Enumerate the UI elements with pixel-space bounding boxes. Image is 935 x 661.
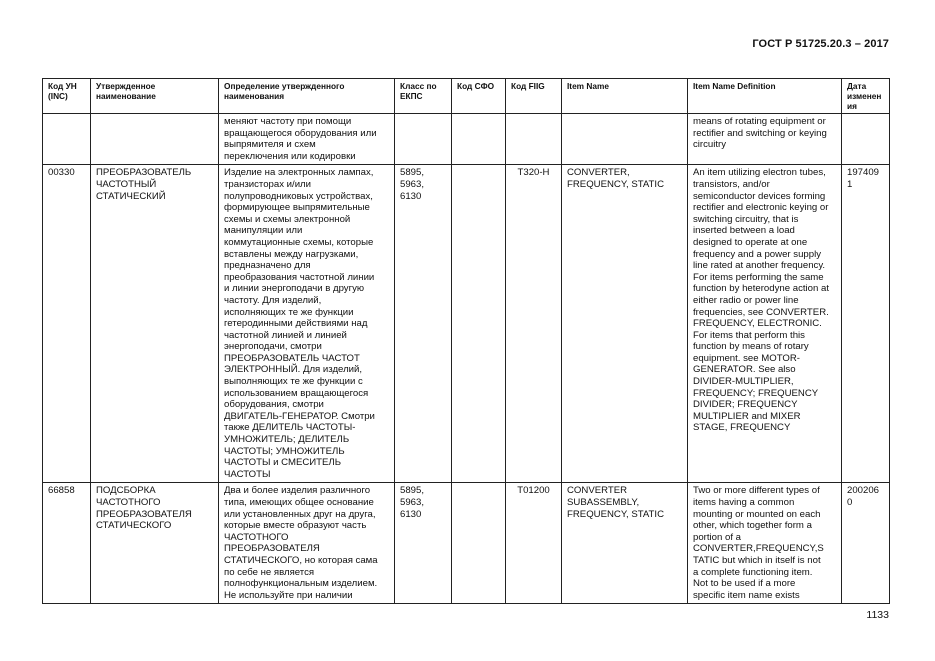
cell-inc: 00330	[43, 165, 91, 483]
col-header-ekps-class: Класс по ЕКПС	[395, 79, 452, 114]
cell-item-name: CONVERTER, FREQUENCY, STATIC	[562, 165, 688, 483]
cell-inc	[43, 114, 91, 165]
table-row	[43, 165, 890, 483]
col-header-definition-ru: Определение утвержденного наименования	[219, 79, 395, 114]
cell-fiig-code: T01200	[506, 483, 562, 604]
cell-item-name-definition: means of rotating equipment or rectifier and switching or keying circuitry	[688, 114, 842, 165]
cell-fiig-code	[506, 114, 562, 165]
col-header-approved-name: Утвержденное наименование	[91, 79, 219, 114]
cell-definition-ru: Два и более изделия различного типа, имеющих общее основание или установленных друг на друга, которые вместе образуют часть ЧАСТОТНОГО ПРЕОБРАЗОВАТЕЛЯ СТАТИЧЕСКОГО, но которая сама по себе не является полнофункциональным изделием. Не используйте при наличии	[219, 483, 395, 604]
cell-fiig-code: T320-H	[506, 165, 562, 483]
cell-change-date: 2002060	[842, 483, 890, 604]
table-header-row	[43, 79, 890, 114]
cell-inc: 66858	[43, 483, 91, 604]
cell-ekps-class: 5895, 5963, 6130	[395, 483, 452, 604]
cell-change-date	[842, 114, 890, 165]
cell-item-name: CONVERTER SUBASSEMBLY, FREQUENCY, STATIC	[562, 483, 688, 604]
cell-sfo-code	[452, 165, 506, 483]
item-name-table	[42, 78, 890, 604]
col-header-change-date: Дата изменения	[842, 79, 890, 114]
cell-sfo-code	[452, 483, 506, 604]
col-header-sfo-code: Код СФО	[452, 79, 506, 114]
cell-item-name	[562, 114, 688, 165]
table-row	[43, 483, 890, 604]
cell-sfo-code	[452, 114, 506, 165]
col-header-item-name-definition: Item Name Definition	[688, 79, 842, 114]
document-code: ГОСТ Р 51725.20.3 – 2017	[752, 38, 889, 50]
col-header-item-name: Item Name	[562, 79, 688, 114]
page-number: 1133	[866, 609, 889, 621]
table-row	[43, 114, 890, 165]
cell-definition-ru: Изделие на электронных лампах, транзисторах и/или полупроводниковых устройствах, формирующее выпрямительные схемы и схемы электронной манипуляции или коммутационные схемы, которые вставлены между нагрузками, предназначено для преобразования частотной линии и линии энергоподачи в другую частоту. Для изделий, исполняющих те же функции гетеродинными действиями над частотной линией и линией энергоподачи, смотри ПРЕОБРАЗОВАТЕЛЬ ЧАСТОТ ЭЛЕКТРОННЫЙ. Для изделий, выполняющих те же функции с использованием вращающегося оборудования, смотри ДВИГАТЕЛЬ-ГЕНЕРАТОР. Смотри также ДЕЛИТЕЛЬ ЧАСТОТЫ- УМНОЖИТЕЛЬ; ДЕЛИТЕЛЬ ЧАСТОТЫ; УМНОЖИТЕЛЬ ЧАСТОТЫ и СМЕСИТЕЛЬ ЧАСТОТЫ	[219, 165, 395, 483]
cell-approved-name: ПРЕОБРАЗОВАТЕЛЬ ЧАСТОТНЫЙ СТАТИЧЕСКИЙ	[91, 165, 219, 483]
cell-change-date: 1974091	[842, 165, 890, 483]
cell-approved-name	[91, 114, 219, 165]
col-header-fiig-code: Код FIIG	[506, 79, 562, 114]
cell-definition-ru: меняют частоту при помощи вращающегося оборудования или выпрямителя и схем переключения или кодировки	[219, 114, 395, 165]
cell-ekps-class	[395, 114, 452, 165]
cell-ekps-class: 5895, 5963, 6130	[395, 165, 452, 483]
cell-approved-name: ПОДСБОРКА ЧАСТОТНОГО ПРЕОБРАЗОВАТЕЛЯ СТАТИЧЕСКОГО	[91, 483, 219, 604]
col-header-inc: Код УН (INC)	[43, 79, 91, 114]
cell-item-name-definition: An item utilizing electron tubes, transistors, and/or semiconductor devices forming rectifier and electronic keying or switching circuitry, that is inserted between a load designed to operate at one frequency and a power supply line rated at another frequency. For items performing the same function by heterodyne action at either radio or power line frequencies, see CONVERTER. FREQUENCY, ELECTRONIC. For items that perform this function by means of rotary equipment. see MOTOR- GENERATOR. See also DIVIDER-MULTIPLIER, FREQUENCY; FREQUENCY DIVIDER; FREQUENCY MULTIPLIER and MIXER STAGE, FREQUENCY	[688, 165, 842, 483]
cell-item-name-definition: Two or more different types of items having a common mounting or mounted on each other, which together form a portion of a CONVERTER,FREQUENCY,S TATIC but which in itself is not a complete functioning item. Not to be used if a more specific item name exists	[688, 483, 842, 604]
